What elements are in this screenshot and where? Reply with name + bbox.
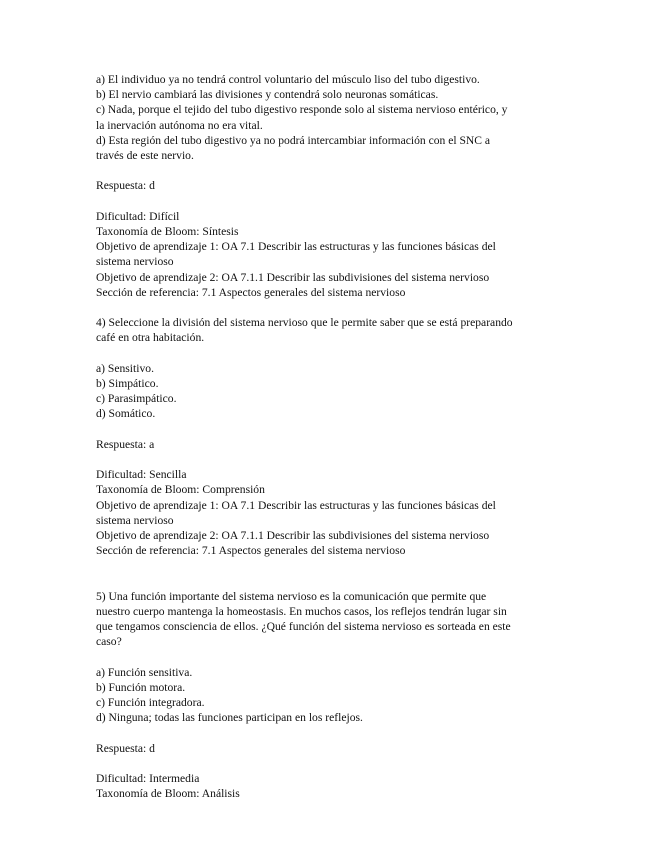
option-b: b) Función motora. xyxy=(96,681,186,694)
difficulty: Dificultad: Intermedia xyxy=(96,772,200,786)
option-c-line-1: c) Nada, porque el tejido del tubo digestivo responde solo al sistema nervioso entérico, y xyxy=(96,103,508,117)
question-4-text-line-2: café en otra habitación. xyxy=(96,331,205,345)
question-5-text-line-1: 5) Una función importante del sistema nervioso es la comunicación que permite que xyxy=(96,589,487,603)
question-4 xyxy=(96,315,564,345)
option-b xyxy=(96,87,564,102)
option-a-line-1: a) El individuo ya no tendrá control voluntario del músculo liso del tubo digestivo. xyxy=(96,73,480,86)
question-3-metadata xyxy=(96,209,564,300)
question-5 xyxy=(96,589,564,650)
question-5-text-line-3: que tengamos consciencia de ellos. ¿Qué función del sistema nervioso es sorteada en este xyxy=(96,620,511,634)
option-c: c) Parasimpático. xyxy=(96,392,177,406)
option-d-line-1: d) Esta región del tubo digestivo ya no podrá intercambiar información con el SNC a xyxy=(96,133,491,147)
bloom-taxonomy: Taxonomía de Bloom: Comprensión xyxy=(96,483,265,497)
option-d: d) Somático. xyxy=(96,407,156,421)
learning-objective-2: Objetivo de aprendizaje 2: OA 7.1.1 Describir las subdivisiones del sistema nervioso xyxy=(96,270,490,284)
learning-objective-1: Objetivo de aprendizaje 1: OA 7.1 Describir las estructuras y las funciones básicas del xyxy=(96,498,496,512)
reference-section: Sección de referencia: 7.1 Aspectos generales del sistema nervioso xyxy=(96,285,406,299)
option-d xyxy=(96,133,564,163)
question-3-answer: Respuesta: d xyxy=(96,179,155,193)
option-a xyxy=(96,72,564,87)
option-b-line-1: b) El nervio cambiará las divisiones y contendrá solo neuronas somáticas. xyxy=(96,88,439,102)
difficulty: Dificultad: Sencilla xyxy=(96,468,187,482)
question-4-metadata xyxy=(96,467,564,558)
option-c xyxy=(96,102,564,132)
learning-objective-1: Objetivo de aprendizaje 1: OA 7.1 Describir las estructuras y las funciones básicas del xyxy=(96,240,496,254)
learning-objective-1-cont: sistema nervioso xyxy=(96,255,174,269)
option-a: a) Función sensitiva. xyxy=(96,665,193,679)
option-c: c) Función integradora. xyxy=(96,696,205,710)
bloom-taxonomy: Taxonomía de Bloom: Análisis xyxy=(96,787,240,801)
option-d-line-2: través de este nervio. xyxy=(96,149,194,163)
reference-section: Sección de referencia: 7.1 Aspectos generales del sistema nervioso xyxy=(96,544,406,558)
option-b: b) Simpático. xyxy=(96,377,159,390)
question-4-answer: Respuesta: a xyxy=(96,437,155,451)
difficulty: Dificultad: Difícil xyxy=(96,209,180,223)
bloom-taxonomy: Taxonomía de Bloom: Síntesis xyxy=(96,225,239,238)
option-c-line-2: la inervación autónoma no era vital. xyxy=(96,118,263,132)
option-d: d) Ninguna; todas las funciones participan en los reflejos. xyxy=(96,711,363,725)
learning-objective-1-cont: sistema nervioso xyxy=(96,513,174,527)
option-a: a) Sensitivo. xyxy=(96,361,154,375)
question-5-answer: Respuesta: d xyxy=(96,741,155,755)
question-3-options xyxy=(96,72,564,163)
document-page xyxy=(96,72,564,802)
question-4-options xyxy=(96,361,564,422)
question-4-text-line-1: 4) Seleccione la división del sistema nervioso que le permite saber que se está preparando xyxy=(96,316,513,330)
question-5-metadata xyxy=(96,771,564,801)
question-5-text-line-2: nuestro cuerpo mantenga la homeostasis. En muchos casos, los reflejos tendrán lugar sin xyxy=(96,605,507,618)
question-5-text-line-4: caso? xyxy=(96,635,122,649)
learning-objective-2: Objetivo de aprendizaje 2: OA 7.1.1 Describir las subdivisiones del sistema nervioso xyxy=(96,529,490,542)
question-5-options xyxy=(96,665,564,726)
